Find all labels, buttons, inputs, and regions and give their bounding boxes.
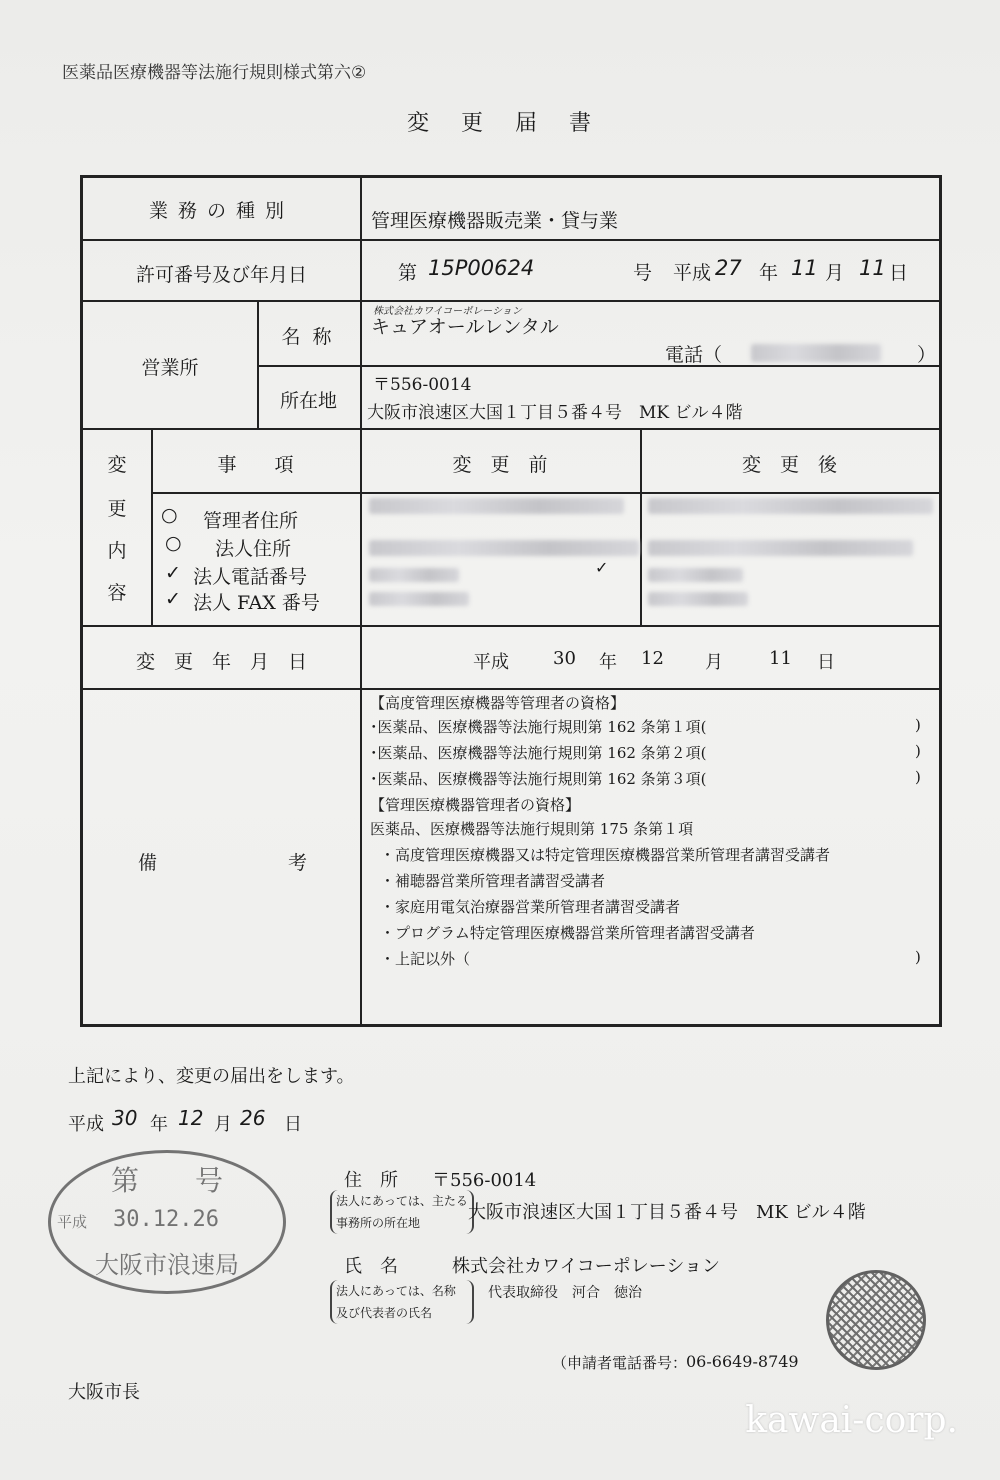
change-date-day-unit: 日 (817, 652, 835, 673)
permit-number: 15P00624 (428, 256, 535, 280)
name-note-2: 及び代表者の氏名 (336, 1306, 433, 1320)
watermark: kawai-corp. (745, 1400, 958, 1441)
permit-year: 27 (715, 256, 742, 280)
change-date-era: 平成 (473, 652, 509, 673)
redacted-before (369, 498, 624, 514)
phone-redacted (751, 344, 881, 362)
change-date-year-unit: 年 (599, 652, 617, 673)
item-mark: ○ (165, 532, 182, 554)
item-label: 管理者住所 (203, 510, 299, 532)
addressee: 大阪市長 (68, 1382, 140, 1403)
address-label: 住 所 (344, 1170, 398, 1191)
change-date-year: 30 (553, 648, 576, 669)
applicant-phone-label: （申請者電話番号： (552, 1354, 688, 1372)
remarks-paren: ) (915, 948, 921, 966)
name-label: 氏 名 (344, 1256, 398, 1277)
stamp-bottom: 大阪市浪速局 (95, 1251, 239, 1279)
office-label: 営業所 (141, 357, 199, 379)
col-after-header: 変 更 後 (741, 454, 837, 476)
office-address: 大阪市浪速区大国１丁目５番４号 MK ビル４階 (367, 403, 743, 423)
business-type-value: 管理医療機器販売業・貸与業 (371, 210, 619, 232)
name-note-1: 法人にあっては、名称 (336, 1284, 456, 1298)
address-note-1: 法人にあっては、主たる (336, 1194, 468, 1208)
remarks-paren: ) (915, 742, 921, 760)
stamp-date: 30.12.26 (113, 1207, 219, 1232)
redacted-after (648, 568, 743, 582)
col-item-header: 事 項 (217, 454, 294, 476)
remarks-line: ･医薬品、医療機器等法施行規則第 162 条第２項( (370, 744, 707, 762)
reception-stamp (48, 1150, 286, 1294)
remarks-line: ・家庭用電気治療器営業所管理者講習受講者 (380, 898, 681, 916)
change-label-1: 変 (107, 454, 127, 476)
remarks-label: 考 (288, 852, 308, 874)
representative: 代表取締役 河合 徳治 (488, 1285, 642, 1301)
remarks-line: ・高度管理医療機器又は特定管理医療機器営業所管理者講習受講者 (380, 846, 831, 864)
footer-address: 大阪市浪速区大国１丁目５番４号 MK ビル４階 (468, 1202, 866, 1223)
office-postal: 〒556-0014 (373, 375, 472, 395)
permit-prefix: 第 (398, 262, 418, 284)
address-postal: 〒556-0014 (432, 1170, 537, 1191)
remarks-line: ・上記以外（ (380, 950, 471, 968)
change-date-month: 12 (641, 648, 664, 669)
redacted-before (369, 592, 469, 606)
permit-era: 平成 (673, 262, 712, 284)
phone-close: ） (917, 344, 937, 366)
submit-day: 26 (240, 1106, 266, 1130)
change-label-3: 内 (107, 540, 127, 562)
permit-month-unit: 月 (825, 262, 845, 284)
permit-day-unit: 日 (889, 262, 909, 284)
submit-month: 12 (178, 1106, 204, 1130)
submit-day-unit: 日 (284, 1114, 302, 1135)
item-label: 法人住所 (215, 538, 292, 560)
submit-era: 平成 (68, 1114, 104, 1135)
change-label-2: 更 (107, 498, 127, 520)
remarks-line: ・補聴器営業所管理者講習受講者 (380, 872, 606, 890)
address-label: 所在地 (279, 390, 337, 412)
remarks-heading: 【高度管理医療機器等管理者の資格】 (370, 694, 626, 712)
remarks-line: ･医薬品、医療機器等法施行規則第 162 条第３項( (370, 770, 707, 788)
redacted-after (648, 540, 913, 556)
checkmark-before: ✓ (595, 558, 609, 577)
change-date-label: 変 更 年 月 日 (135, 651, 307, 673)
change-label-4: 容 (107, 582, 127, 604)
item-mark: ✓ (165, 562, 181, 584)
name-label: 名称 (281, 326, 344, 348)
address-note (330, 1190, 474, 1234)
name-note (330, 1280, 474, 1324)
form-reference: 医薬品医療機器等法施行規則様式第六② (62, 63, 367, 83)
redacted-before (369, 540, 639, 556)
remarks-paren: ) (915, 768, 921, 786)
company-seal (826, 1270, 926, 1370)
item-mark: ○ (161, 504, 178, 526)
permit-month: 11 (791, 256, 818, 280)
document-title: 変更届書 (406, 111, 623, 136)
submit-year-unit: 年 (150, 1114, 168, 1135)
permit-day: 11 (859, 256, 886, 280)
business-type-label: 業務の種別 (148, 200, 294, 222)
redacted-after (648, 498, 933, 514)
submit-month-unit: 月 (214, 1114, 232, 1135)
permit-label: 許可番号及び年月日 (135, 264, 307, 286)
remarks-heading: 【管理医療機器管理者の資格】 (370, 796, 581, 814)
office-name: キュアオールレンタル (371, 316, 559, 338)
permit-year-unit: 年 (759, 262, 779, 284)
remarks-paren: ) (915, 716, 921, 734)
submit-year: 30 (112, 1106, 138, 1130)
phone-label: 電話（ (665, 344, 723, 366)
change-date-day: 11 (769, 648, 792, 669)
address-note-2: 事務所の所在地 (336, 1216, 421, 1230)
remarks-label: 備 (138, 852, 158, 874)
remarks-line: ･医薬品、医療機器等法施行規則第 162 条第１項( (370, 718, 707, 736)
remarks-line: 医薬品、医療機器等法施行規則第 175 条第１項 (370, 820, 694, 838)
statement: 上記により、変更の届出をします。 (68, 1066, 355, 1087)
redacted-after (648, 592, 748, 606)
stamp-era: 平成 (57, 1213, 88, 1231)
applicant-phone: 06-6649-8749 (686, 1352, 799, 1371)
permit-suffix: 号 (633, 262, 653, 284)
col-before-header: 変 更 前 (452, 454, 548, 476)
name-furigana: 株式会社カワイコーポレーション (373, 306, 522, 317)
item-mark: ✓ (165, 588, 181, 610)
company-name: 株式会社カワイコーポレーション (452, 1256, 721, 1277)
remarks-line: ・プログラム特定管理医療機器営業所管理者講習受講者 (380, 924, 755, 942)
change-date-month-unit: 月 (705, 652, 723, 673)
item-label: 法人電話番号 (193, 566, 308, 588)
redacted-before (369, 568, 459, 582)
item-label: 法人 FAX 番号 (193, 592, 320, 614)
stamp-top: 第 号 (110, 1164, 223, 1197)
